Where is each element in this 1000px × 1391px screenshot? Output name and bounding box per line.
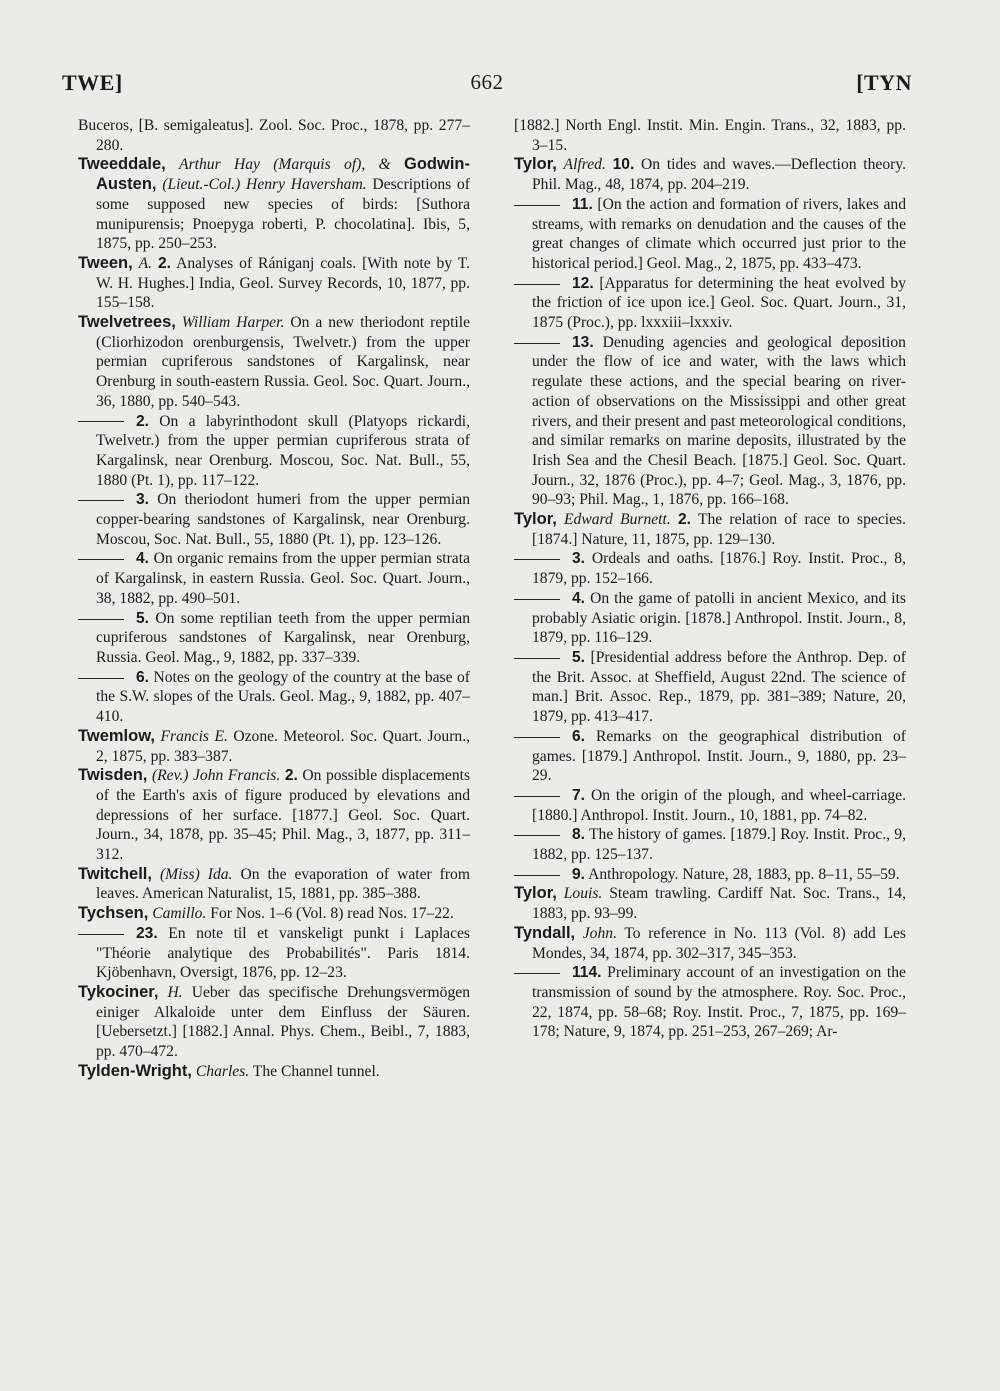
- entry-text: Anthropology. Nature, 28, 1883, pp. 8–11, 55–59.: [588, 865, 900, 883]
- entry-number: 10.: [612, 156, 635, 174]
- entry-text: On the origin of the plough, and wheel-carriage. [1880.] Anthropol. Instit. Journ., 10, 1881, pp. 74–82.: [532, 786, 906, 824]
- ditto-dash: [514, 559, 560, 560]
- author-surname: Tylor,: [514, 884, 557, 903]
- entry-number: 4.: [136, 550, 150, 568]
- entry-number: 9.: [572, 865, 586, 883]
- entry-text: Steam trawling. Cardiff Nat. Soc. Trans., 14, 1883, pp. 93–99.: [532, 885, 906, 923]
- page-number: 662: [470, 70, 504, 94]
- running-header: [62, 70, 912, 104]
- ditto-dash: [78, 934, 124, 935]
- entry-number: 23.: [136, 924, 158, 942]
- sub-entry: [514, 727, 906, 786]
- ditto-dash: [514, 599, 560, 600]
- sub-entry: [78, 490, 470, 549]
- author-given-name: William Harper.: [181, 314, 285, 332]
- author-entry: [514, 924, 906, 963]
- entry-number: 2.: [677, 511, 691, 529]
- ditto-dash: [514, 875, 560, 876]
- sub-entry: [514, 648, 906, 727]
- entry-text: En note til et vanskeligt punkt i Laplaces "Théorie analytique des Probabilités". Paris 1814. Kjöbenhavn, Oversigt, 1876, pp. 12–23.: [96, 924, 470, 982]
- coauthor-given-name: (Lieut.-Col.) Henry Haversham.: [162, 176, 367, 194]
- entry-text: Ozone. Meteorol. Soc. Quart. Journ., 2, 1875, pp. 383–387.: [96, 727, 470, 765]
- author-entry: [78, 983, 470, 1062]
- author-given-name: H.: [167, 983, 183, 1001]
- entry-text: [Presidential address before the Anthrop. Dep. of the Brit. Assoc. at Sheffield, August 22nd. The science of man.] Brit. Assoc. Rep., 1879, pp. 381–389; Nature, 20, 1879, pp. 413–417.: [532, 648, 906, 726]
- author-given-name: Louis.: [563, 885, 603, 903]
- author-entry: [78, 727, 470, 766]
- ditto-dash: [514, 835, 560, 836]
- entry-number: 114.: [572, 964, 602, 982]
- author-surname: Tychsen,: [78, 904, 149, 923]
- coauthor-surname: Godwin-Austen,: [96, 155, 470, 194]
- entry-text: The Channel tunnel.: [252, 1062, 380, 1080]
- entry-number: 13.: [572, 333, 594, 351]
- entry-text: Ordeals and oaths. [1876.] Roy. Instit. Proc., 8, 1879, pp. 152–166.: [532, 550, 906, 588]
- entry-text: The relation of race to species. [1874.] Nature, 11, 1875, pp. 129–130.: [532, 511, 906, 548]
- entry-text: Preliminary account of an investigation on the transmission of sound by the atmosphere. Roy. Soc. Proc., 22, 1874, pp. 58–68; Roy. Instit. Proc., 7, 1875, pp. 169–178; Nature, 9, 1874, pp. 251–253, 267–269; Ar-: [532, 964, 906, 1041]
- continued-entry: [514, 116, 906, 155]
- author-given-name: Charles.: [195, 1062, 250, 1080]
- entry-number: 7.: [572, 786, 586, 804]
- ditto-dash: [514, 658, 560, 659]
- entry-number: 5.: [136, 609, 150, 627]
- sub-entry: [78, 668, 470, 727]
- author-entry: [78, 766, 470, 865]
- sub-entry: [514, 786, 906, 825]
- entry-number: 6.: [136, 668, 150, 686]
- author-entry: [78, 865, 470, 904]
- entry-text: [On the action and formation of rivers, lakes and streams, with remarks on denudation and the causes of the great changes of climate which occurred just prior to the historical period.] Geol. Mag., 2, 1875, pp. 433–473.: [532, 195, 907, 272]
- author-given-name: Edward Burnett.: [564, 511, 671, 529]
- author-entry: [514, 884, 906, 923]
- ditto-dash: [78, 500, 124, 501]
- sub-entry: [514, 549, 906, 588]
- ditto-dash: [514, 343, 560, 344]
- header-left: TWE]: [62, 70, 123, 95]
- sub-entry: [514, 865, 906, 885]
- sub-entry: [514, 195, 906, 274]
- author-surname: Tylden-Wright,: [78, 1061, 192, 1080]
- author-given-name: (Miss) Ida.: [159, 865, 233, 883]
- ditto-dash: [514, 205, 560, 206]
- entry-text: On a labyrinthodont skull (Platyops rickardi, Twelvetr.) from the upper permian cupriferous strata of Kargalinsk, near Orenburg. Moscou, Soc. Nat. Bull., 55, 1880 (Pt. 1), pp. 117–122.: [96, 412, 470, 489]
- entry-number: 5.: [572, 648, 586, 666]
- author-entry: [514, 510, 906, 549]
- entry-number: 11.: [572, 195, 593, 213]
- entry-text: Remarks on the geographical distribution of games. [1879.] Anthropol. Instit. Journ., 9, 1880, pp. 23–29.: [532, 727, 906, 785]
- entry-text: On the game of patolli in ancient Mexico, and its probably Asiatic origin. [1878.] Anthropol. Instit. Journ., 8, 1879, pp. 116–129.: [532, 589, 907, 647]
- entry-text: On a new theriodont reptile (Cliorhizodon orenburgensis, Twelvetr.) from the upper permian cupriferous sandstones of Kargalinsk, near Orenburg in south-eastern Russia. Geol. Soc. Quart. Journ., 36, 1880, pp. 540–543.: [96, 314, 470, 410]
- entry-text: Notes on the geology of the country at the base of the S.W. slopes of the Urals. Geol. Mag., 9, 1882, pp. 407–410.: [96, 668, 470, 726]
- author-entry: [78, 313, 470, 412]
- sub-entry: [514, 589, 906, 648]
- author-given-name: Camillo.: [152, 905, 207, 923]
- sub-entry: [78, 924, 470, 983]
- author-surname: Tyndall,: [514, 923, 576, 942]
- sub-entry: [78, 412, 470, 491]
- author-surname: Tylor,: [514, 155, 557, 174]
- entry-text: On tides and waves.—Deflection theory. Phil. Mag., 48, 1874, pp. 204–219.: [532, 156, 906, 194]
- author-given-name: A.: [138, 254, 153, 272]
- entry-number: 2.: [158, 254, 172, 272]
- author-surname: Tweeddale,: [78, 155, 166, 174]
- ditto-dash: [514, 284, 560, 285]
- ditto-dash: [78, 678, 124, 679]
- entry-text: Ueber das specifische Drehungsvermögen einiger Alkaloide unter dem Einfluss der Säuren. [Uebersetzt.] [1882.] Annal. Phys. Chem., Beibl., 7, 1883, pp. 470–472.: [96, 983, 470, 1061]
- ditto-dash: [78, 619, 124, 620]
- author-surname: Twemlow,: [78, 726, 156, 745]
- sub-entry: [78, 609, 470, 668]
- right-column: [514, 116, 906, 1042]
- entry-number: 8.: [572, 826, 586, 844]
- entry-text: Descriptions of some supposed new species of birds: [Suthora munipurensis; Pnoepyga roberti, P. chocolatina]. Ibis, 5, 1875, pp. 250–253.: [96, 176, 471, 253]
- author-given-name: Alfred.: [563, 156, 606, 174]
- entry-number: 3.: [572, 550, 586, 568]
- entry-number: 3.: [136, 491, 150, 509]
- author-entry: [78, 254, 470, 313]
- author-surname: Tylor,: [514, 510, 557, 529]
- ditto-dash: [78, 421, 124, 422]
- entry-text: On theriodont humeri from the upper permian copper-bearing sandstones of Kargalinsk, near Orenburg. Moscou, Soc. Nat. Bull., 55, 1880 (Pt. 1), pp. 123–126.: [96, 491, 470, 548]
- sub-entry: [514, 333, 906, 510]
- ditto-dash: [514, 973, 560, 974]
- entry-text: To reference in No. 113 (Vol. 8) add Les Mondes, 34, 1874, pp. 302–317, 345–353.: [532, 924, 906, 962]
- author-given-name: Arthur Hay (Marquis of), &: [179, 156, 391, 174]
- entry-number: 4.: [572, 589, 586, 607]
- entry-number: 6.: [572, 727, 586, 745]
- entry-text: [1882.] North Engl. Instit. Min. Engin. Trans., 32, 1883, pp. 3–15.: [514, 117, 906, 154]
- entry-text: On the evaporation of water from leaves. American Naturalist, 15, 1881, pp. 385–388.: [96, 865, 470, 903]
- sub-entry: [514, 825, 906, 864]
- entry-number: 2.: [284, 767, 298, 785]
- author-entry: [78, 904, 470, 924]
- ditto-dash: [514, 737, 560, 738]
- entry-text: On possible displacements of the Earth's axis of figure produced by elevations and depressions of her surface. [1877.] Geol. Soc. Quart. Journ., 34, 1878, pp. 35–45; Phil. Mag., 3, 1877, pp. 311–312.: [96, 767, 471, 864]
- author-entry: [78, 155, 470, 254]
- author-given-name: John.: [582, 924, 617, 942]
- entry-text: For Nos. 1–6 (Vol. 8) read Nos. 17–22.: [210, 905, 454, 923]
- sub-entry: [514, 963, 906, 1042]
- author-given-name: (Rev.) John Francis.: [151, 767, 281, 785]
- sub-entry: [78, 549, 470, 608]
- entry-text: On some reptilian teeth from the upper permian cupriferous sandstones of Kargalinsk, near Orenburg, Russia. Geol. Mag., 9, 1882, pp. 337–339.: [96, 609, 471, 666]
- entry-text: [Apparatus for determining the heat evolved by the friction of ice upon ice.] Geol. Soc. Quart. Journ., 31, 1875 (Proc.), pp. lxxxiii–lxxxiv.: [532, 274, 906, 332]
- continued-entry: [78, 116, 470, 155]
- entry-text: On organic remains from the upper permian strata of Kargalinsk, in eastern Russia. Geol. Soc. Quart. Journ., 38, 1882, pp. 490–501.: [96, 550, 470, 607]
- entry-text: Analyses of Rániganj coals. [With note by T. W. H. Hughes.] India, Geol. Survey Records, 10, 1877, pp. 155–158.: [96, 254, 471, 312]
- ditto-dash: [78, 559, 124, 560]
- entry-text: The history of games. [1879.] Roy. Instit. Proc., 9, 1882, pp. 125–137.: [532, 826, 906, 864]
- header-right: [TYN: [856, 70, 912, 95]
- author-entry: [78, 1062, 470, 1082]
- author-surname: Twelvetrees,: [78, 313, 176, 332]
- author-surname: Twitchell,: [78, 864, 152, 883]
- entry-text: Denuding agencies and geological deposition under the flow of ice and water, with the laws which regulate these actions, and the special bearing on river-action of observations on the Mississippi and other great rivers, and their present and past meteorological conditions, and similar remarks on marine deposits, illustrated by the Irish Sea and the Chesil Beach. [1875.] Geol. Soc. Quart. Journ., 32, 1876 (Proc.), pp. 4–7; Geol. Mag., 3, 1876, pp. 90–93; Phil. Mag., 1, 1876, pp. 166–168.: [532, 333, 906, 509]
- entry-number: 2.: [136, 412, 150, 430]
- author-given-name: Francis E.: [160, 727, 228, 745]
- ditto-dash: [514, 796, 560, 797]
- entry-number: 12.: [572, 274, 594, 292]
- left-column: [78, 116, 470, 1081]
- author-surname: Twisden,: [78, 766, 148, 785]
- entry-text: Buceros, [B. semigaleatus]. Zool. Soc. Proc., 1878, pp. 277–280.: [78, 117, 470, 154]
- author-entry: [514, 155, 906, 194]
- author-surname: Tween,: [78, 253, 133, 272]
- author-surname: Tykociner,: [78, 982, 159, 1001]
- sub-entry: [514, 274, 906, 333]
